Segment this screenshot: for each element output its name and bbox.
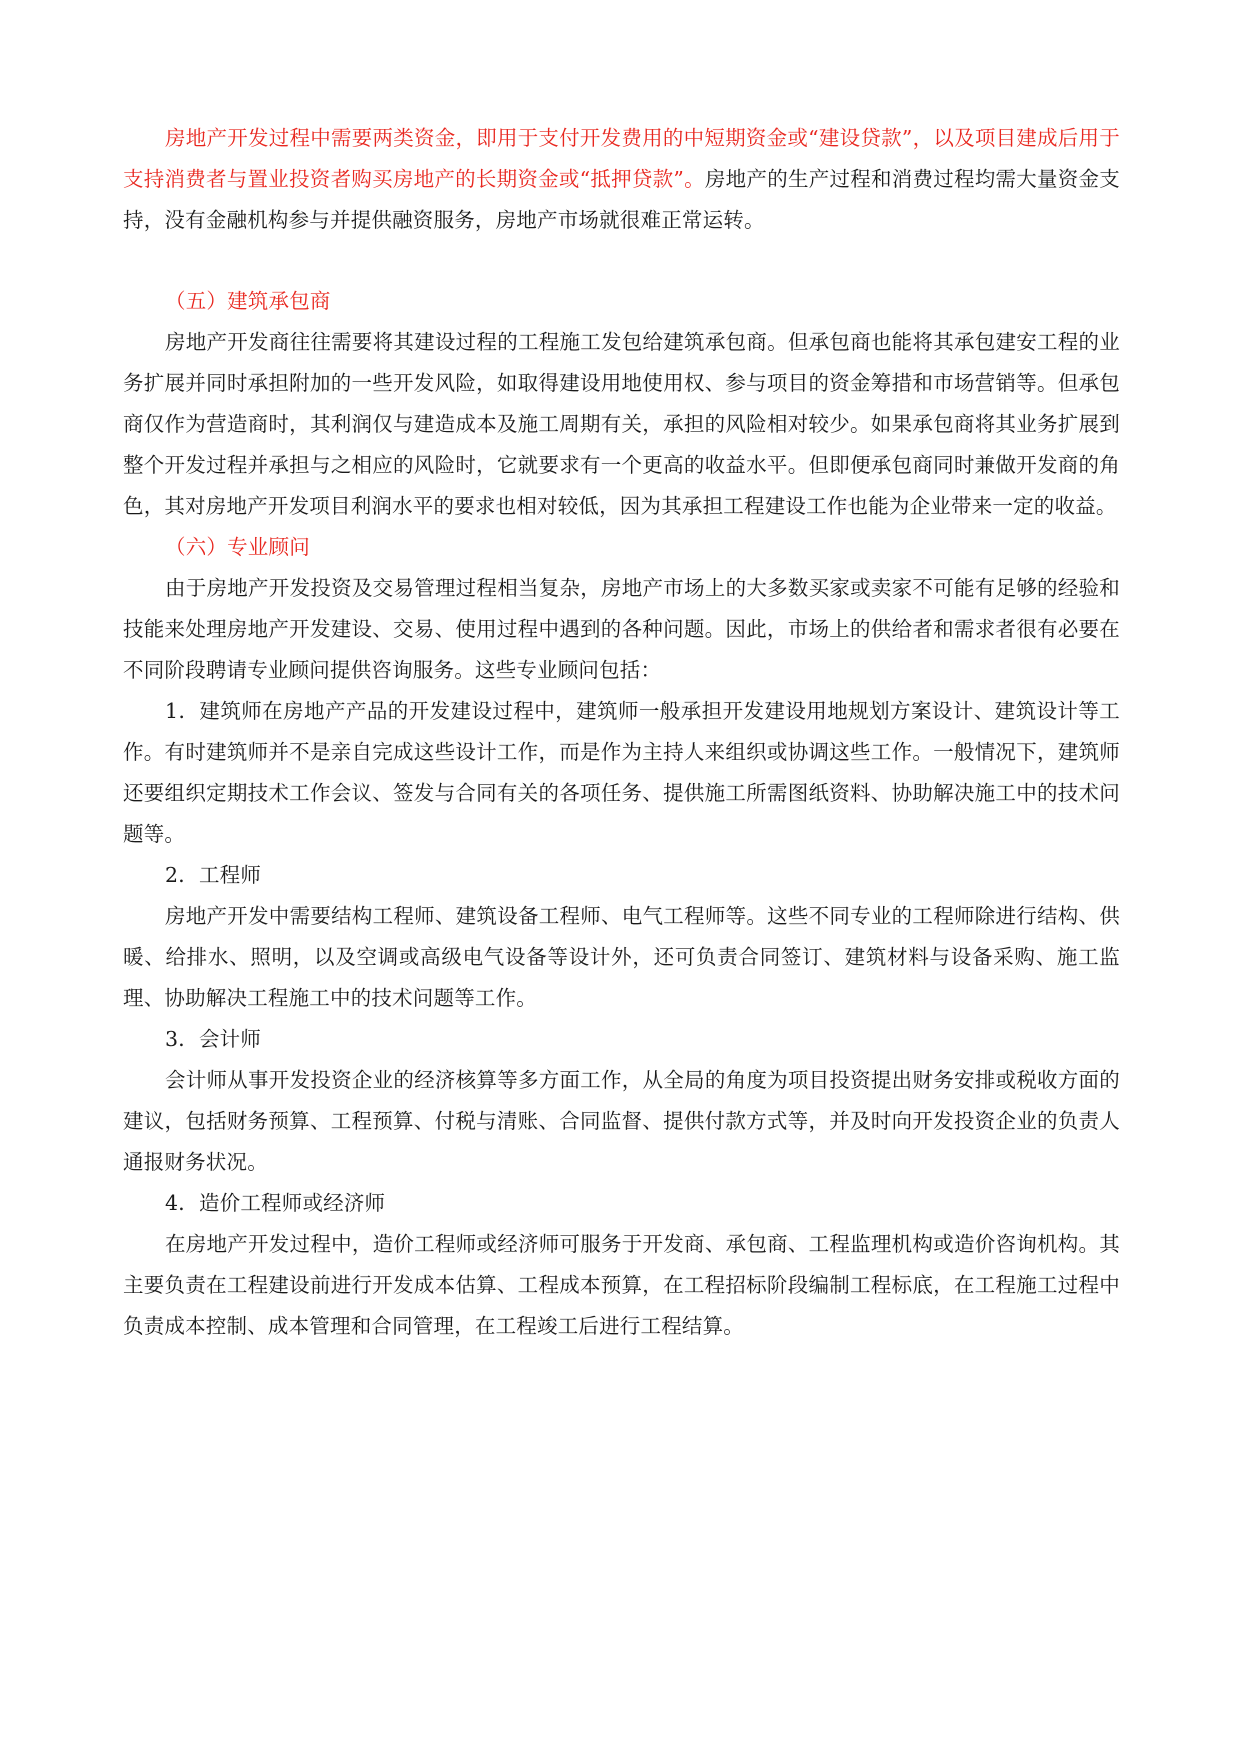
section-spacer bbox=[123, 241, 1120, 281]
section-6-heading: （六）专业顾问 bbox=[165, 535, 310, 559]
item-4-heading: 4．造价工程师或经济师 bbox=[165, 1191, 386, 1215]
intro-paragraph bbox=[123, 118, 1120, 241]
item-2-body: 房地产开发中需要结构工程师、建筑设备工程师、电气工程师等。这些不同专业的工程师除进行结构、供暖、给排水、照明，以及空调或高级电气设备等设计外，还可负责合同签订、建筑材料与设备采购、施工监理、协助解决工程施工中的技术问题等工作。 bbox=[123, 904, 1120, 1010]
item-4-body: 在房地产开发过程中，造价工程师或经济师可服务于开发商、承包商、工程监理机构或造价咨询机构。其主要负责在工程建设前进行开发成本估算、工程成本预算，在工程招标阶段编制工程标底，在工程施工过程中负责成本控制、成本管理和合同管理，在工程竣工后进行工程结算。 bbox=[123, 1232, 1120, 1338]
item-3-heading: 3．会计师 bbox=[165, 1027, 262, 1051]
section-6-body: 由于房地产开发投资及交易管理过程相当复杂，房地产市场上的大多数买家或卖家不可能有足够的经验和技能来处理房地产开发建设、交易、使用过程中遇到的各种问题。因此，市场上的供给者和需求者很有必要在不同阶段聘请专业顾问提供咨询服务。这些专业顾问包括： bbox=[123, 576, 1120, 682]
section-5-body: 房地产开发商往往需要将其建设过程的工程施工发包给建筑承包商。但承包商也能将其承包建安工程的业务扩展并同时承担附加的一些开发风险，如取得建设用地使用权、参与项目的资金筹措和市场营销等。但承包商仅作为营造商时，其利润仅与建造成本及施工周期有关，承担的风险相对较少。如果承包商将其业务扩展到整个开发过程并承担与之相应的风险时，它就要求有一个更高的收益水平。但即便承包商同时兼做开发商的角色，其对房地产开发项目利润水平的要求也相对较低，因为其承担工程建设工作也能为企业带来一定的收益。 bbox=[123, 330, 1120, 518]
section-5-heading: （五）建筑承包商 bbox=[165, 289, 331, 313]
item-2-heading: 2．工程师 bbox=[165, 863, 262, 887]
intro-highlight-text: 房地产开发过程中需要两类资金，即用于支付开发费用的中短期资金或“建设贷款”，以及项目建成后用于支持消费者与置业投资者购买房地产的长期资金或“抵押贷款”。 bbox=[123, 126, 1120, 191]
item-1-architect: 1．建筑师在房地产产品的开发建设过程中，建筑师一般承担开发建设用地规划方案设计、建筑设计等工作。有时建筑师并不是亲自完成这些设计工作，而是作为主持人来组织或协调这些工作。一般情况下，建筑师还要组织定期技术工作会议、签发与合同有关的各项任务、提供施工所需图纸资料、协助解决施工中的技术问题等。 bbox=[123, 699, 1120, 846]
item-3-body: 会计师从事开发投资企业的经济核算等多方面工作，从全局的角度为项目投资提出财务安排或税收方面的建议，包括财务预算、工程预算、付税与清账、合同监督、提供付款方式等，并及时向开发投资企业的负责人通报财务状况。 bbox=[123, 1068, 1120, 1174]
document-page bbox=[123, 118, 1120, 1347]
intro-body-text: 房地产的生产过程和消费过程均需大量资金支持，没有金融机构参与并提供融资服务，房地产市场就很难正常运转。 bbox=[123, 167, 1121, 232]
